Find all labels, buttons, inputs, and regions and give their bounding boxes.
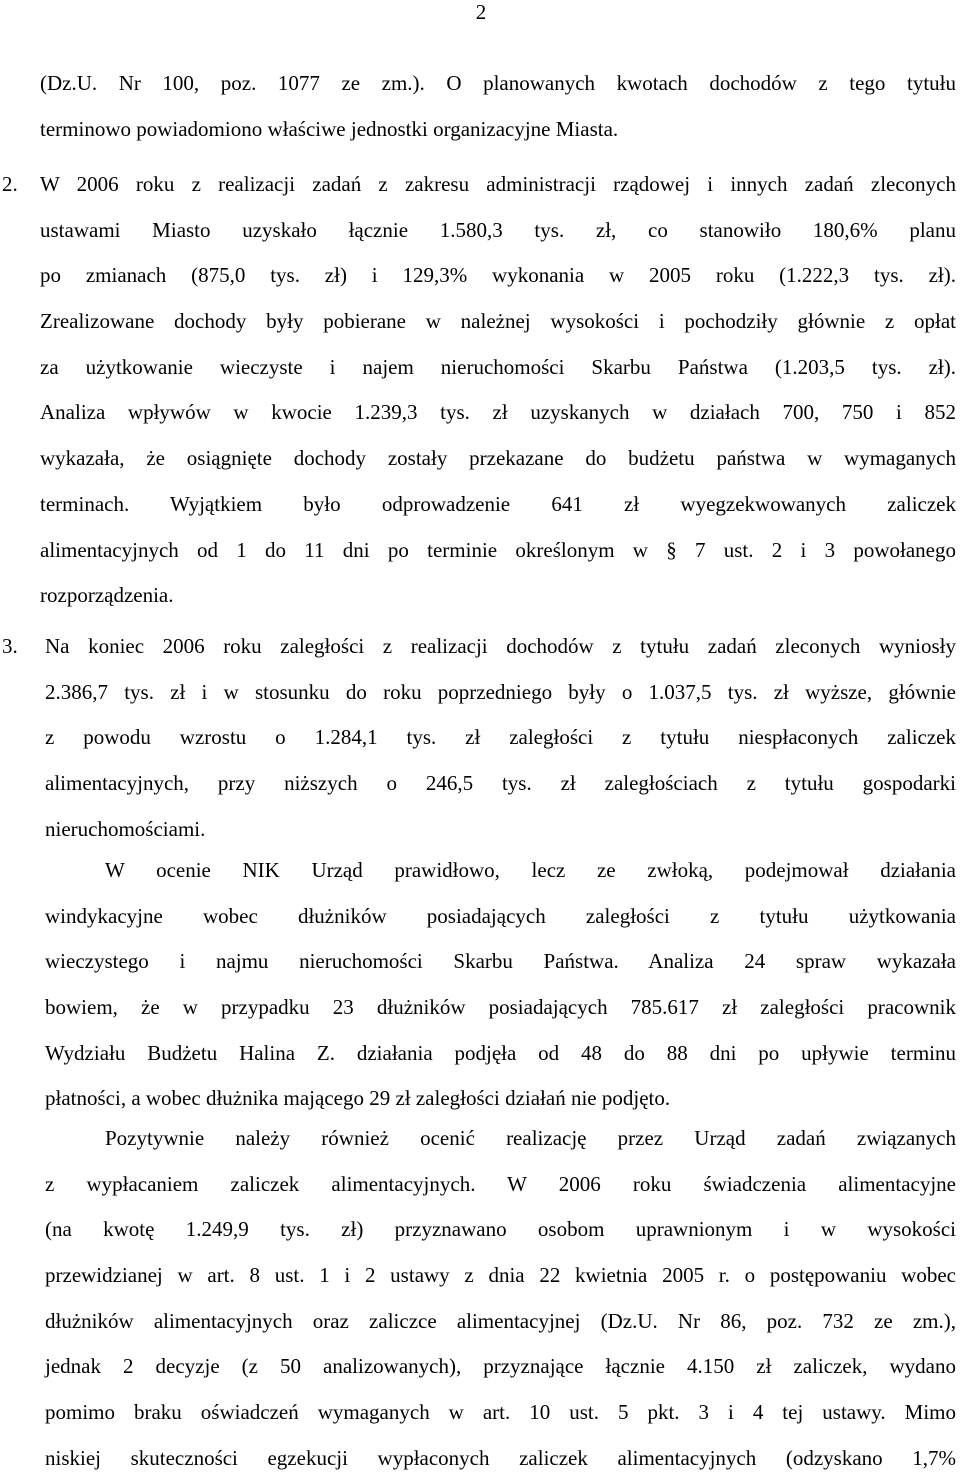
- text-line: przewidzianej w art. 8 ust. 1 i 2 ustawy z dnia 22 kwietnia 2005 r. o postępowaniu wobec: [45, 1263, 956, 1288]
- text-line: terminowo powiadomiono właściwe jednostki organizacyjne Miasta.: [40, 116, 619, 141]
- page-number: 2: [475, 0, 487, 24]
- text-line: z wypłacaniem zaliczek alimentacyjnych. W 2006 roku świadczenia alimentacyjne: [45, 1171, 956, 1196]
- numbered-paragraph-2: [0, 162, 960, 619]
- text-line: Wydziału Budżetu Halina Z. działania podjęła od 48 do 88 dni po upływie terminu: [45, 1040, 956, 1065]
- text-line: wieczystego i najmu nieruchomości Skarbu Państwa. Analiza 24 spraw wykazała: [45, 949, 956, 974]
- numbered-paragraph-3: [0, 624, 960, 852]
- text-line: niskiej skuteczności egzekucji wypłaconych zaliczek alimentacyjnych (odzyskano 1,7%: [45, 1445, 956, 1470]
- text-line: (na kwotę 1.249,9 tys. zł) przyznawano osobom uprawnionym i w wysokości: [45, 1217, 956, 1242]
- text-line: Analiza wpływów w kwocie 1.239,3 tys. zł uzyskanych w działach 700, 750 i 852: [40, 400, 956, 425]
- text-line: nieruchomościami.: [45, 816, 206, 841]
- text-line: Pozytywnie należy również ocenić realizację przez Urząd zadań związanych: [105, 1126, 956, 1150]
- text-line: windykacyjne wobec dłużników posiadających zaległości z tytułu użytkowania: [45, 903, 956, 928]
- text-line: ustawami Miasto uzyskało łącznie 1.580,3 tys. zł, co stanowiło 180,6% planu: [40, 217, 956, 242]
- text-line: za użytkowanie wieczyste i najem nieruchomości Skarbu Państwa (1.203,5 tys. zł).: [40, 354, 956, 379]
- text-line: terminach. Wyjątkiem było odprowadzenie 641 zł wyegzekwowanych zaliczek: [40, 491, 956, 516]
- text-line: rozporządzenia.: [40, 583, 174, 608]
- text-line: wykazała, że osiągnięte dochody zostały przekazane do budżetu państwa w wymaganych: [40, 446, 956, 471]
- text-line: W 2006 roku z realizacji zadań z zakresu administracji rządowej i innych zadań zleconych: [40, 172, 956, 196]
- text-line: po zmianach (875,0 tys. zł) i 129,3% wykonania w 2005 roku (1.222,3 tys. zł).: [40, 263, 956, 288]
- text-line: z powodu wzrostu o 1.284,1 tys. zł zaległości z tytułu niespłaconych zaliczek: [45, 725, 956, 750]
- text-line: alimentacyjnych od 1 do 11 dni po terminie określonym w § 7 ust. 2 i 3 powołanego: [40, 537, 956, 562]
- paragraph-number: 3.: [2, 634, 18, 658]
- paragraph-alimony-advances: [0, 1116, 960, 1482]
- paragraph-nik-assessment: [0, 848, 960, 1122]
- text-line: dłużników alimentacyjnych oraz zaliczce alimentacyjnej (Dz.U. Nr 86, poz. 732 ze zm.),: [45, 1308, 956, 1333]
- text-line: bowiem, że w przypadku 23 dłużników posiadających 785.617 zł zaległości pracownik: [45, 995, 956, 1020]
- paragraph-continuation: [0, 61, 960, 152]
- text-line: 2.386,7 tys. zł i w stosunku do roku poprzedniego były o 1.037,5 tys. zł wyższe, głównie: [45, 679, 956, 704]
- text-line: W ocenie NIK Urząd prawidłowo, lecz ze zwłoką, podejmował działania: [105, 858, 956, 882]
- text-line: alimentacyjnych, przy niższych o 246,5 tys. zł zaległościach z tytułu gospodarki: [45, 771, 956, 796]
- text-line: jednak 2 decyzje (z 50 analizowanych), przyznające łącznie 4.150 zł zaliczek, wydano: [45, 1354, 956, 1379]
- text-line: pomimo braku oświadczeń wymaganych w art. 10 ust. 5 pkt. 3 i 4 tej ustawy. Mimo: [45, 1400, 956, 1425]
- text-line: (Dz.U. Nr 100, poz. 1077 ze zm.). O planowanych kwotach dochodów z tego tytułu: [40, 71, 956, 95]
- text-line: Na koniec 2006 roku zaległości z realizacji dochodów z tytułu zadań zleconych wyniosły: [45, 634, 956, 658]
- paragraph-number: 2.: [2, 172, 18, 196]
- text-line: płatności, a wobec dłużnika mającego 29 zł zaległości działań nie podjęto.: [45, 1086, 671, 1111]
- text-line: Zrealizowane dochody były pobierane w należnej wysokości i pochodziły głównie z opłat: [40, 309, 956, 334]
